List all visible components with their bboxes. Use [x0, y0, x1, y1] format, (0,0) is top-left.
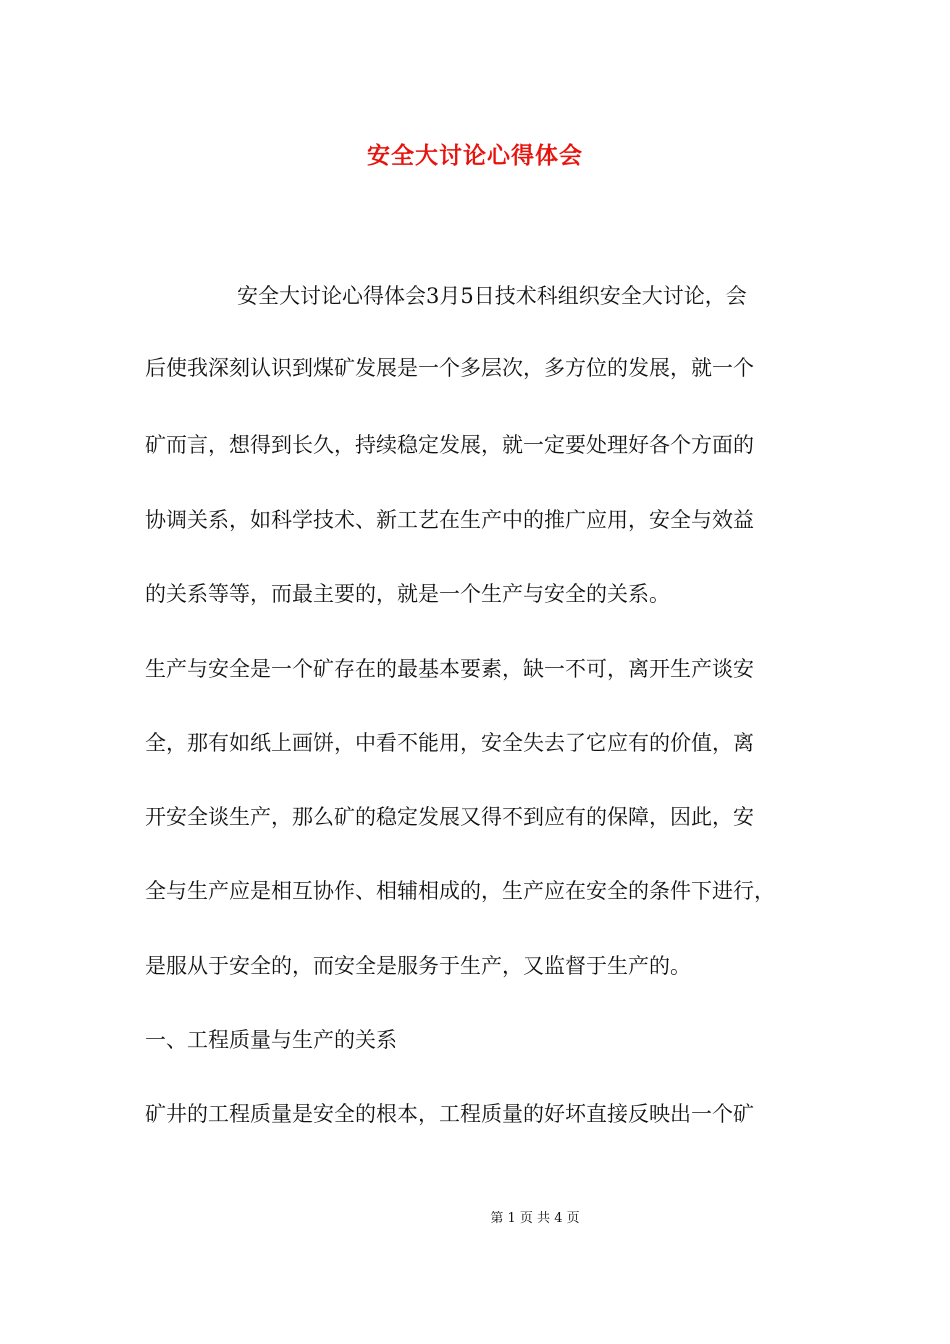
paragraph-line-3: 矿而言，想得到长久，持续稳定发展，就一定要处理好各个方面的 [145, 433, 754, 457]
paragraph-line-8: 开安全谈生产，那么矿的稳定发展又得不到应有的保障，因此，安 [145, 805, 754, 829]
document-title: 安全大讨论心得体会 [367, 142, 583, 169]
paragraph-line-5: 的关系等等，而最主要的，就是一个生产与安全的关系。 [145, 582, 670, 606]
paragraph-line-1: 安全大讨论心得体会3月5日技术科组织安全大讨论，会 [237, 284, 747, 308]
paragraph-line-4: 协调关系，如科学技术、新工艺在生产中的推广应用，安全与效益 [145, 508, 754, 532]
section-heading: 一、工程质量与生产的关系 [145, 1028, 397, 1052]
paragraph-line-2: 后使我深刻认识到煤矿发展是一个多层次，多方位的发展，就一个 [145, 356, 754, 380]
paragraph-line-10: 是服从于安全的，而安全是服务于生产，又监督于生产的。 [145, 954, 691, 978]
paragraph-line-12: 矿井的工程质量是安全的根本，工程质量的好坏直接反映出一个矿 [145, 1102, 754, 1126]
paragraph-line-6: 生产与安全是一个矿存在的最基本要素，缺一不可，离开生产谈安 [145, 657, 754, 681]
paragraph-line-9: 全与生产应是相互协作、相辅相成的，生产应在安全的条件下进行， [145, 879, 775, 903]
page-footer: 第 1 页 共 4 页 [490, 1211, 580, 1226]
paragraph-line-7: 全，那有如纸上画饼，中看不能用，安全失去了它应有的价值，离 [145, 731, 754, 755]
